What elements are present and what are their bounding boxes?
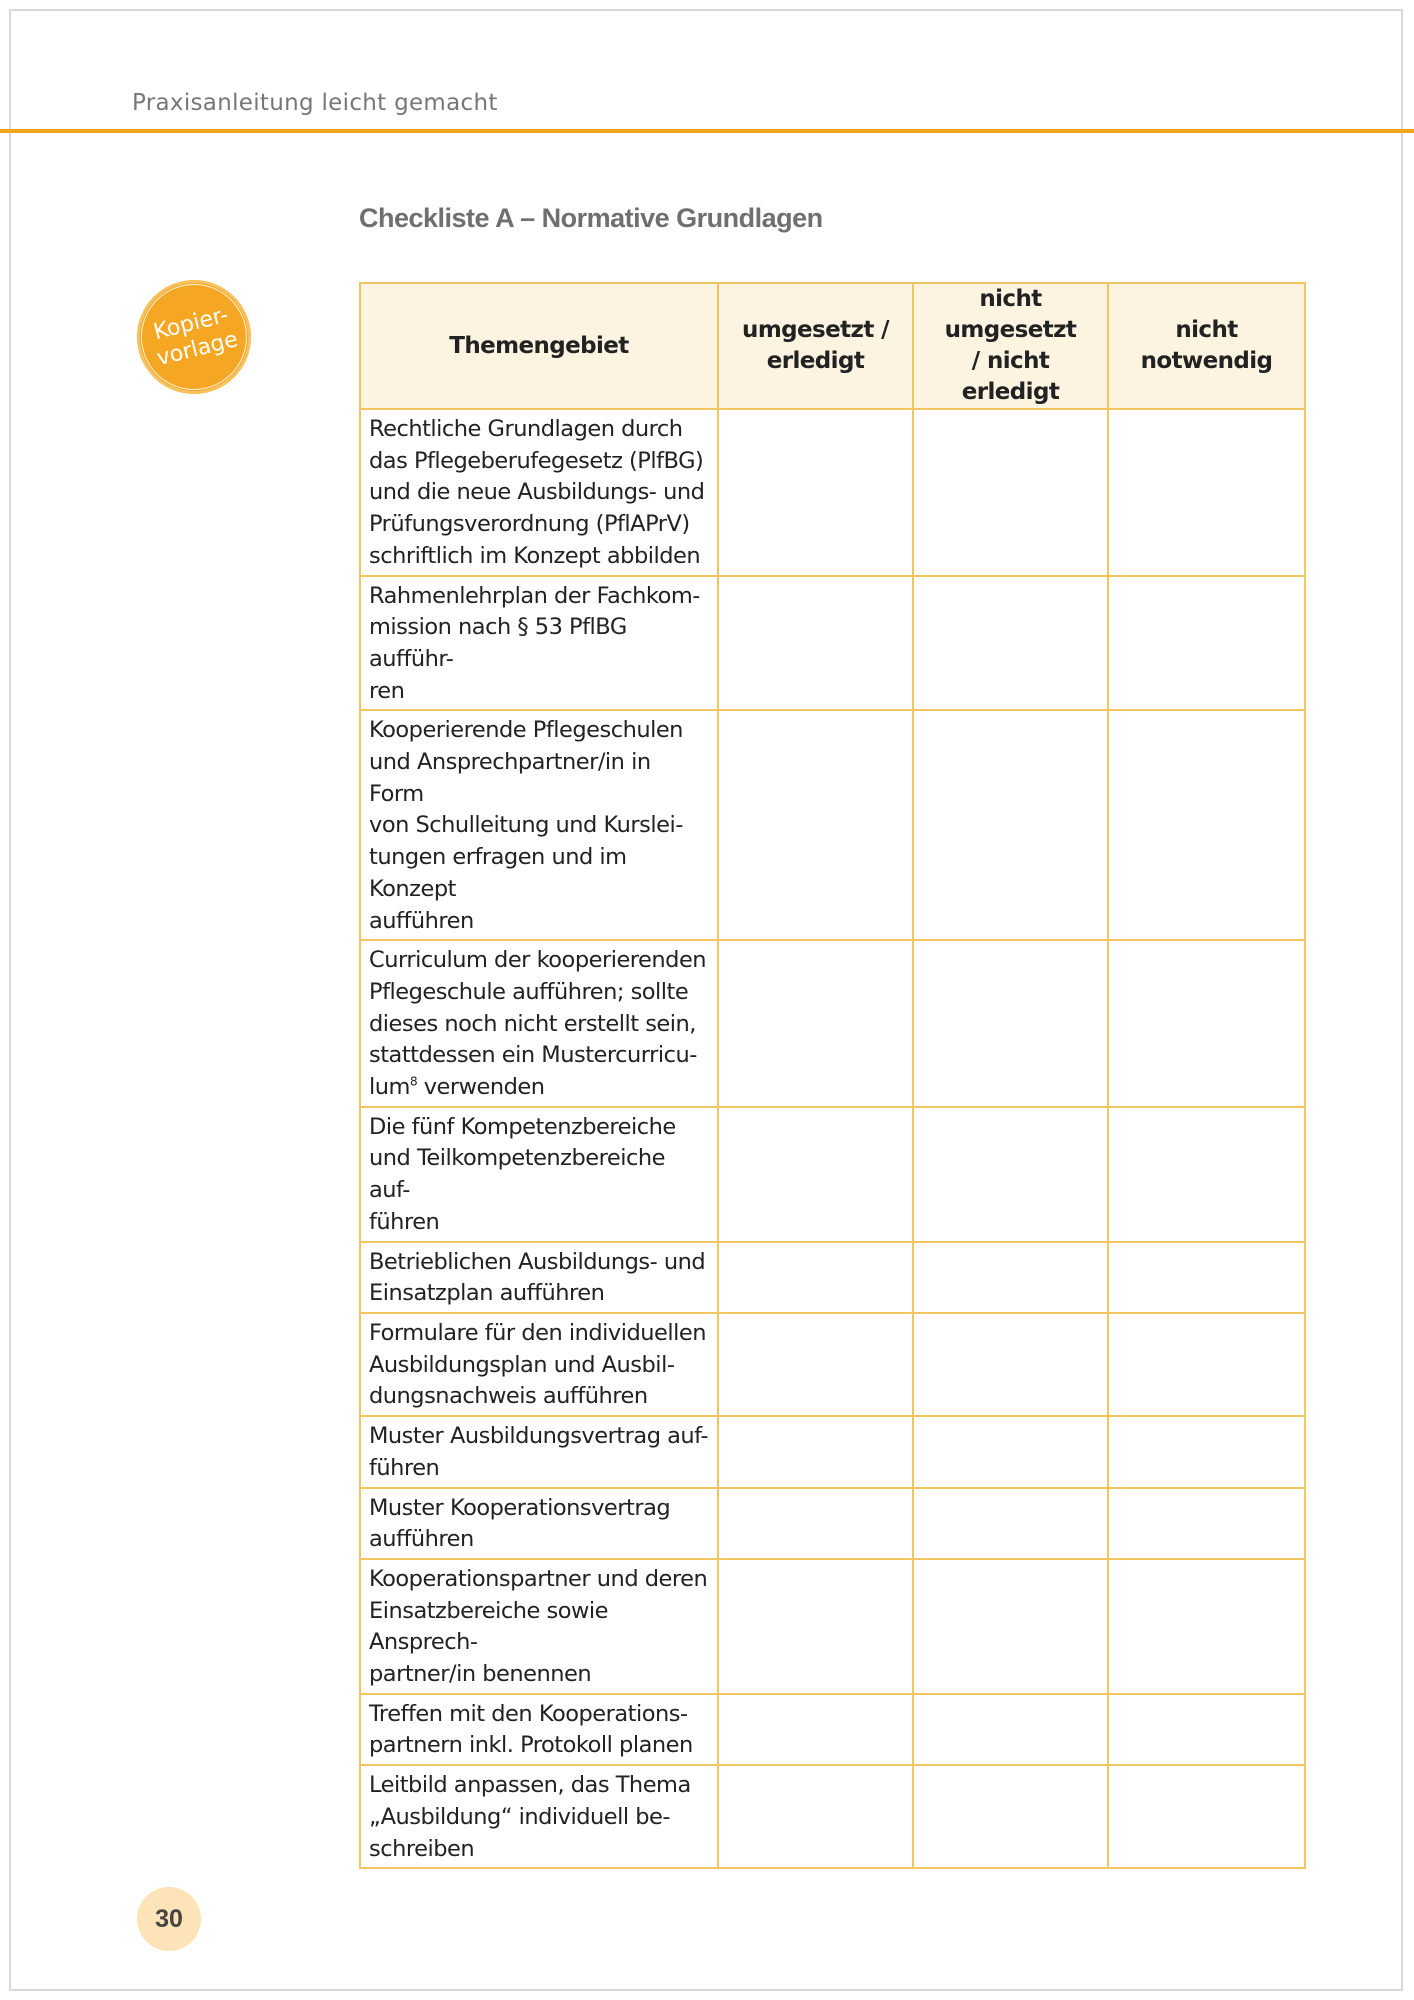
done-checkbox-cell[interactable] [718, 1559, 913, 1694]
page-title: Checkliste A – Normative Grundlagen [359, 203, 823, 233]
topic-text: Leitbild anpassen, das Thema „Ausbildung“ individuell be- schreiben [369, 1772, 691, 1862]
topic-cell [360, 409, 718, 576]
not-done-checkbox-cell[interactable] [913, 1107, 1108, 1242]
done-checkbox-cell[interactable] [718, 409, 913, 576]
topic-text: Treffen mit den Kooperations- partnern inkl. Protokoll planen [369, 1700, 693, 1759]
not-needed-checkbox-cell[interactable] [1108, 1765, 1305, 1868]
not-needed-checkbox-cell[interactable] [1108, 1107, 1305, 1242]
not-done-checkbox-cell[interactable] [913, 409, 1108, 576]
table-row [360, 1107, 1305, 1242]
not-done-checkbox-cell[interactable] [913, 1313, 1108, 1416]
copy-template-stamp [137, 280, 251, 394]
stamp-label: Kopier- vorlage [150, 302, 241, 372]
topic-text: Kooperierende Pflegeschulen und Ansprechpartner/in in Form von Schulleitung und Kurslei- tungen erfragen und im Konzept aufführen [369, 717, 683, 934]
topic-text: Betrieblichen Ausbildungs- und Einsatzplan aufführen [369, 1248, 706, 1307]
done-checkbox-cell[interactable] [718, 1107, 913, 1242]
done-checkbox-cell[interactable] [718, 940, 913, 1107]
not-done-checkbox-cell[interactable] [913, 1242, 1108, 1313]
table-row [360, 1765, 1305, 1868]
topic-text-tail: verwenden [417, 1074, 545, 1101]
topic-text: Rahmenlehrplan der Fachkom- mission nach § 53 PflBG aufführ- ren [369, 582, 700, 704]
not-done-checkbox-cell[interactable] [913, 1559, 1108, 1694]
topic-cell [360, 940, 718, 1107]
topic-cell [360, 1313, 718, 1416]
done-checkbox-cell[interactable] [718, 1242, 913, 1313]
page-number: 30 [137, 1887, 201, 1951]
not-done-checkbox-cell[interactable] [913, 1765, 1108, 1868]
column-header-not-done: nicht umgesetzt / nicht erledigt [913, 283, 1108, 409]
done-checkbox-cell[interactable] [718, 710, 913, 940]
not-done-checkbox-cell[interactable] [913, 710, 1108, 940]
not-needed-checkbox-cell[interactable] [1108, 1313, 1305, 1416]
topic-cell [360, 1488, 718, 1559]
topic-cell [360, 1242, 718, 1313]
column-header-topic: Themengebiet [360, 283, 718, 409]
topic-cell [360, 710, 718, 940]
topic-cell [360, 1765, 718, 1868]
table-row [360, 1559, 1305, 1694]
column-header-done: umgesetzt / erledigt [718, 283, 913, 409]
done-checkbox-cell[interactable] [718, 1416, 913, 1487]
table-row [360, 576, 1305, 711]
done-checkbox-cell[interactable] [718, 576, 913, 711]
topic-cell [360, 576, 718, 711]
table-row [360, 1313, 1305, 1416]
topic-text: Muster Kooperationsvertrag aufführen [369, 1494, 671, 1553]
not-needed-checkbox-cell[interactable] [1108, 1694, 1305, 1765]
topic-cell [360, 1559, 718, 1694]
table-row [360, 940, 1305, 1107]
topic-text: Muster Ausbildungsvertrag auf- führen [369, 1423, 708, 1481]
topic-text: Kooperationspartner und deren Einsatzbereiche sowie Ansprech- partner/in benennen [369, 1565, 708, 1688]
done-checkbox-cell[interactable] [718, 1694, 913, 1765]
not-needed-checkbox-cell[interactable] [1108, 576, 1305, 711]
done-checkbox-cell[interactable] [718, 1765, 913, 1868]
table-header-row [360, 283, 1305, 409]
header-rule [0, 129, 1414, 133]
not-needed-checkbox-cell[interactable] [1108, 1242, 1305, 1313]
topic-text: Rechtliche Grundlagen durch das Pflegeberufegesetz (PlfBG) und die neue Ausbildungs- und Prüfungsverordnung (PflAPrV) schriftlich im Konzept abbilden [369, 416, 705, 569]
done-checkbox-cell[interactable] [718, 1313, 913, 1416]
not-done-checkbox-cell[interactable] [913, 1694, 1108, 1765]
table-row [360, 1242, 1305, 1313]
topic-text: Die fünf Kompetenzbereiche und Teilkompetenzbereiche auf- führen [369, 1113, 676, 1235]
not-done-checkbox-cell[interactable] [913, 940, 1108, 1107]
topic-text: Formulare für den individuellen Ausbildungsplan und Ausbil- dungsnachweis aufführen [369, 1319, 706, 1410]
not-needed-checkbox-cell[interactable] [1108, 1416, 1305, 1487]
not-done-checkbox-cell[interactable] [913, 1416, 1108, 1487]
table-row [360, 1694, 1305, 1765]
not-needed-checkbox-cell[interactable] [1108, 1488, 1305, 1559]
done-checkbox-cell[interactable] [718, 1488, 913, 1559]
topic-cell [360, 1416, 718, 1487]
table-row [360, 710, 1305, 940]
not-needed-checkbox-cell[interactable] [1108, 1559, 1305, 1694]
not-done-checkbox-cell[interactable] [913, 1488, 1108, 1559]
topic-text: Curriculum der kooperierenden Pflegeschule aufführen; sollte dieses noch nicht erstellt sein, stattdessen ein Mustercurricu- lum [369, 947, 707, 1101]
not-needed-checkbox-cell[interactable] [1108, 710, 1305, 940]
footnote-marker: 8 [409, 1074, 418, 1089]
table-row [360, 1416, 1305, 1487]
not-needed-checkbox-cell[interactable] [1108, 940, 1305, 1107]
table-row [360, 1488, 1305, 1559]
running-header: Praxisanleitung leicht gemacht [132, 90, 498, 116]
checklist-table [359, 282, 1306, 1869]
topic-cell [360, 1694, 718, 1765]
column-header-not-needed: nicht notwendig [1108, 283, 1305, 409]
not-done-checkbox-cell[interactable] [913, 576, 1108, 711]
table-row [360, 409, 1305, 576]
topic-cell [360, 1107, 718, 1242]
not-needed-checkbox-cell[interactable] [1108, 409, 1305, 576]
